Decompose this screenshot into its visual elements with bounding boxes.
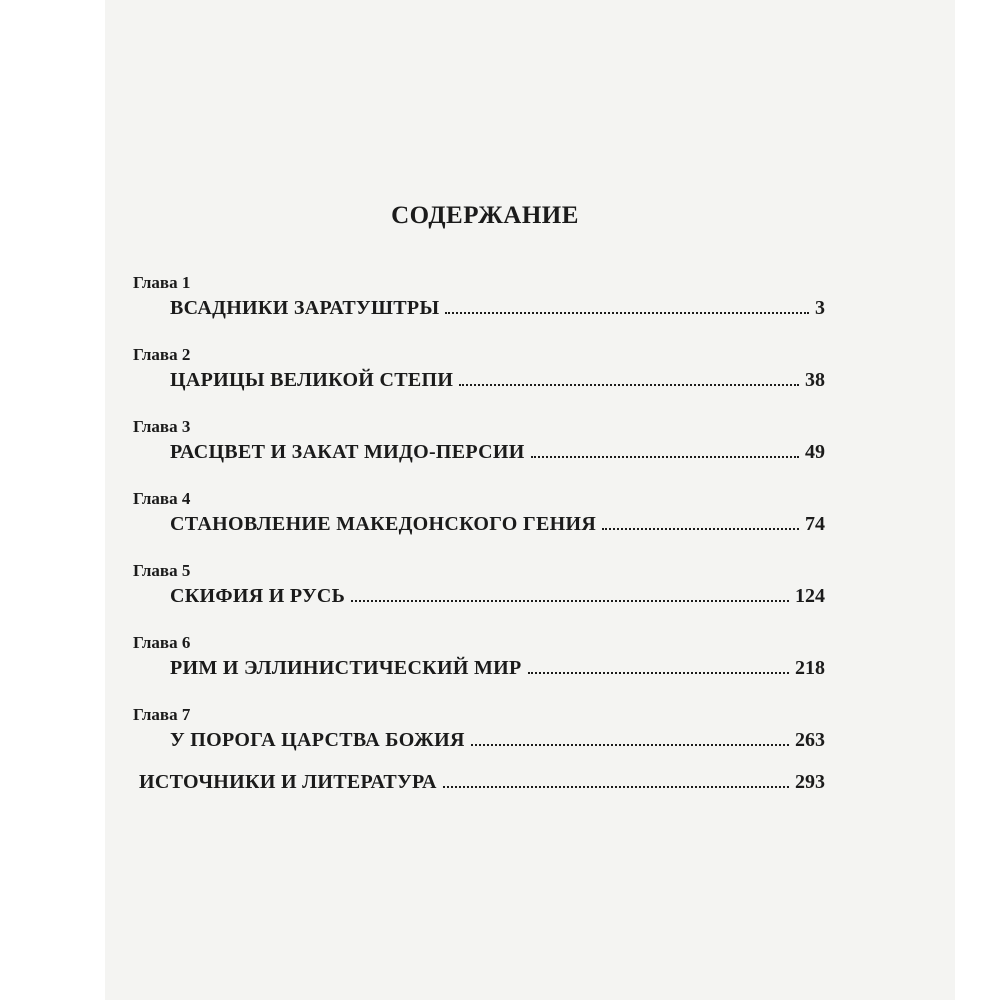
chapter-label: Глава 6 (133, 633, 191, 652)
toc-line (139, 771, 825, 794)
toc-line (170, 513, 825, 536)
page-number: 218 (795, 657, 825, 679)
toc-entry-chapter-3 (105, 417, 955, 477)
dot-leader (531, 455, 799, 458)
dot-leader (528, 671, 789, 674)
toc-entry-sources (105, 771, 955, 831)
toc-entry-chapter-4 (105, 489, 955, 549)
toc-entry-chapter-6 (105, 633, 955, 693)
chapter-label: Глава 1 (133, 273, 191, 292)
contents-heading: СОДЕРЖАНИЕ (391, 202, 579, 229)
chapter-label: Глава 5 (133, 561, 191, 580)
dot-leader (602, 527, 799, 530)
dot-leader (351, 599, 789, 602)
dot-leader (459, 383, 799, 386)
toc-line (170, 657, 825, 680)
dot-leader (471, 743, 789, 746)
page-number: 74 (805, 513, 825, 535)
toc-entry-chapter-7 (105, 705, 955, 765)
page-number: 293 (795, 771, 825, 793)
page-number: 124 (795, 585, 825, 607)
toc-line (170, 729, 825, 752)
chapter-title: СКИФИЯ И РУСЬ (170, 585, 346, 607)
sources-title: ИСТОЧНИКИ И ЛИТЕРАТУРА (139, 771, 437, 793)
chapter-title: ВСАДНИКИ ЗАРАТУШТРЫ (170, 297, 440, 319)
toc-line (170, 369, 825, 392)
toc-entry-chapter-2 (105, 345, 955, 405)
toc-line (170, 441, 825, 464)
chapter-label: Глава 4 (133, 489, 191, 508)
page-number: 263 (795, 729, 825, 751)
toc-line (170, 297, 825, 320)
page-number: 3 (815, 297, 825, 319)
dot-leader (443, 785, 789, 788)
chapter-label: Глава 7 (133, 705, 191, 724)
toc-entry-chapter-1 (105, 273, 955, 333)
chapter-title: ЦАРИЦЫ ВЕЛИКОЙ СТЕПИ (170, 369, 454, 391)
chapter-label: Глава 2 (133, 345, 191, 364)
toc-entry-chapter-5 (105, 561, 955, 621)
page-number: 49 (805, 441, 825, 463)
page-number: 38 (805, 369, 825, 391)
chapter-label: Глава 3 (133, 417, 191, 436)
chapter-title: У ПОРОГА ЦАРСТВА БОЖИЯ (170, 729, 465, 751)
chapter-title: СТАНОВЛЕНИЕ МАКЕДОНСКОГО ГЕНИЯ (170, 513, 597, 535)
chapter-title: РИМ И ЭЛЛИНИСТИЧЕСКИЙ МИР (170, 657, 522, 679)
toc-line (170, 585, 825, 608)
book-page (105, 0, 955, 1000)
dot-leader (445, 311, 809, 314)
chapter-title: РАСЦВЕТ И ЗАКАТ МИДО-ПЕРСИИ (170, 441, 525, 463)
